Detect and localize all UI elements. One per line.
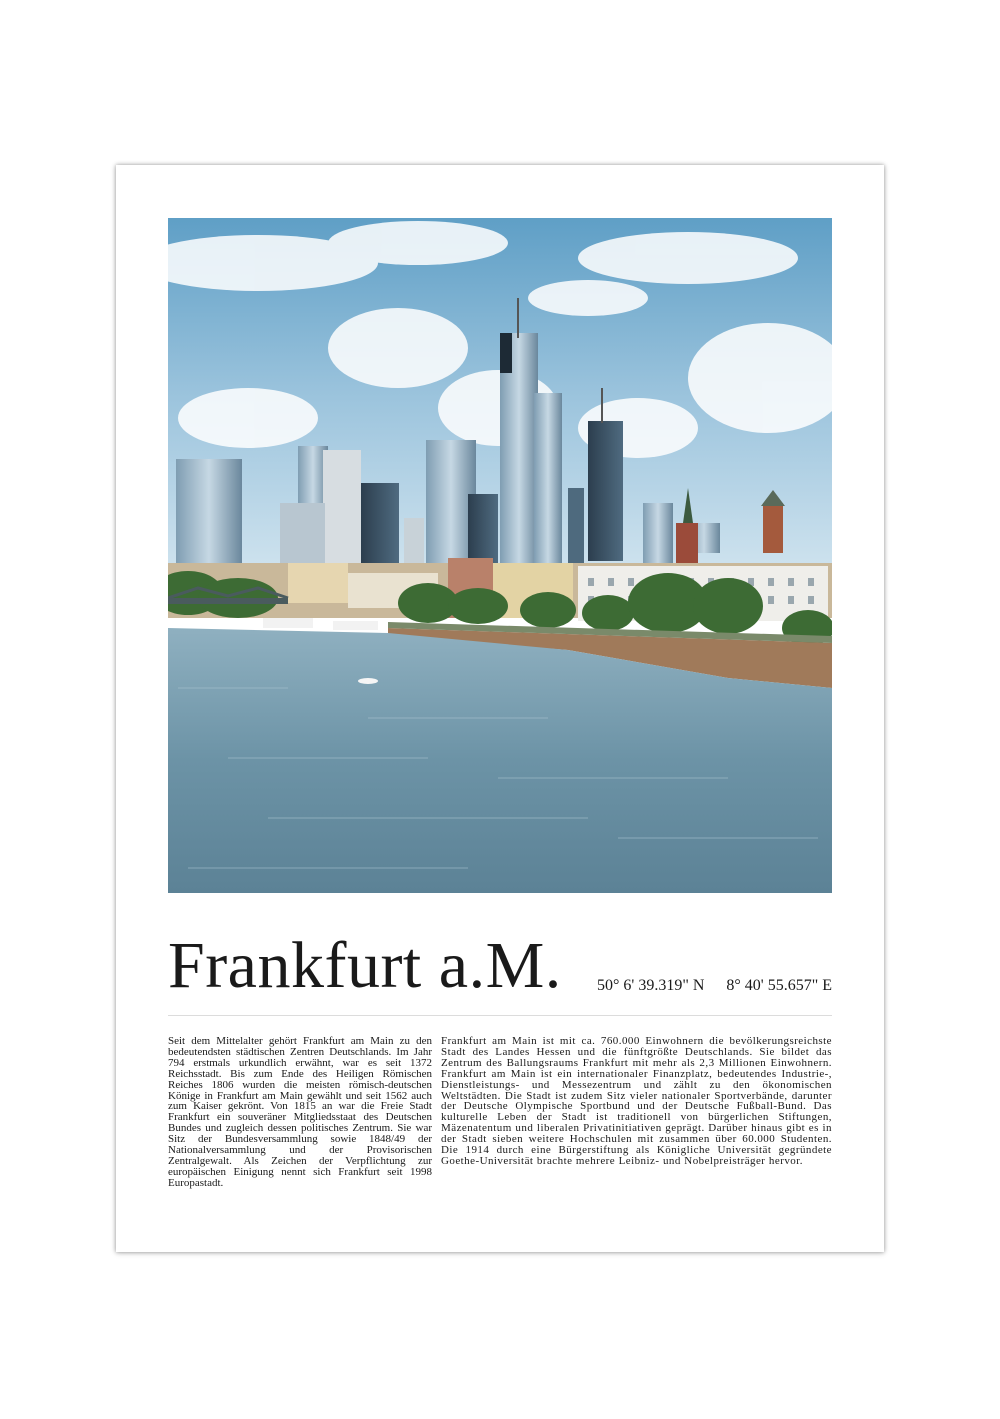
history-text: Seit dem Mittelalter gehört Frankfurt am Main zu den bedeutendsten städtischen Zentren Deutschlands. Im Jahr 794 erstmals urkundlich erwähnt, war es seit 1372 Reichsstadt. Bis zum Ende des Heiligen Römischen Reiches 1806 wurden die meisten römisch-deutschen Könige in Frankfurt am Main gewählt und seit 1562 auch zum Kaiser gekrönt. Von 1815 an war die Freie Stadt Frankfurt ein souveräner Mitgliedsstaat des Deutschen Bundes und zugleich dessen politisches Zentrum. Sie war Sitz der Bundesversammlung sowie 1848/49 der Nationalversammlung und der Provisorischen Zentralgewalt. Als Zeichen der Verpflichtung zur europäischen Einigung nennt sich Frankfurt seit 1998 Europastadt. — [168, 1035, 432, 1189]
facts-text: Frankfurt am Main ist mit ca. 760.000 Einwohnern die bevölkerungsreichste Stadt des Landes Hessen und die fünftgrößte Deutschlands. Sie bildet das Zentrum des Ballungsraums Frankfurt mit mehr als 2,3 Millionen Einwohnern. Frankfurt am Main ist ein internationaler Finanzplatz, bedeutendes Industrie-, Dienstleistungs- und Messezentrum und zählt zu den ökonomischen Weltstädten. Die Stadt ist zudem Sitz vieler nationaler Sportverbände, darunter der Deutsche Olympische Sportbund und der Deutsche Fußball-Bund. Das kulturelle Leben der Stadt ist traditionell von bürgerlichen Stiftungen, Mäzenatentum und liberalen Privatinitiativen geprägt. Darüber hinaus gibt es in der Stadt sieben weitere Hochschulen mit zusammen über 60.000 Studenten. Die 1914 durch eine Bürgerstiftung als Königliche Universität gegründete Goethe-Universität brachte mehrere Leibniz- und Nobelpreisträger hervor. — [441, 1035, 832, 1167]
divider — [168, 1015, 832, 1016]
poster-card — [116, 165, 884, 1252]
title-row — [168, 927, 832, 1002]
skyline-illustration — [168, 218, 832, 893]
coordinates — [575, 977, 832, 995]
skyline-photo — [168, 218, 832, 893]
longitude: 8° 40' 55.657" E — [726, 977, 832, 994]
latitude: 50° 6' 39.319" N — [597, 977, 705, 994]
city-title: Frankfurt a.M. — [168, 929, 562, 1002]
